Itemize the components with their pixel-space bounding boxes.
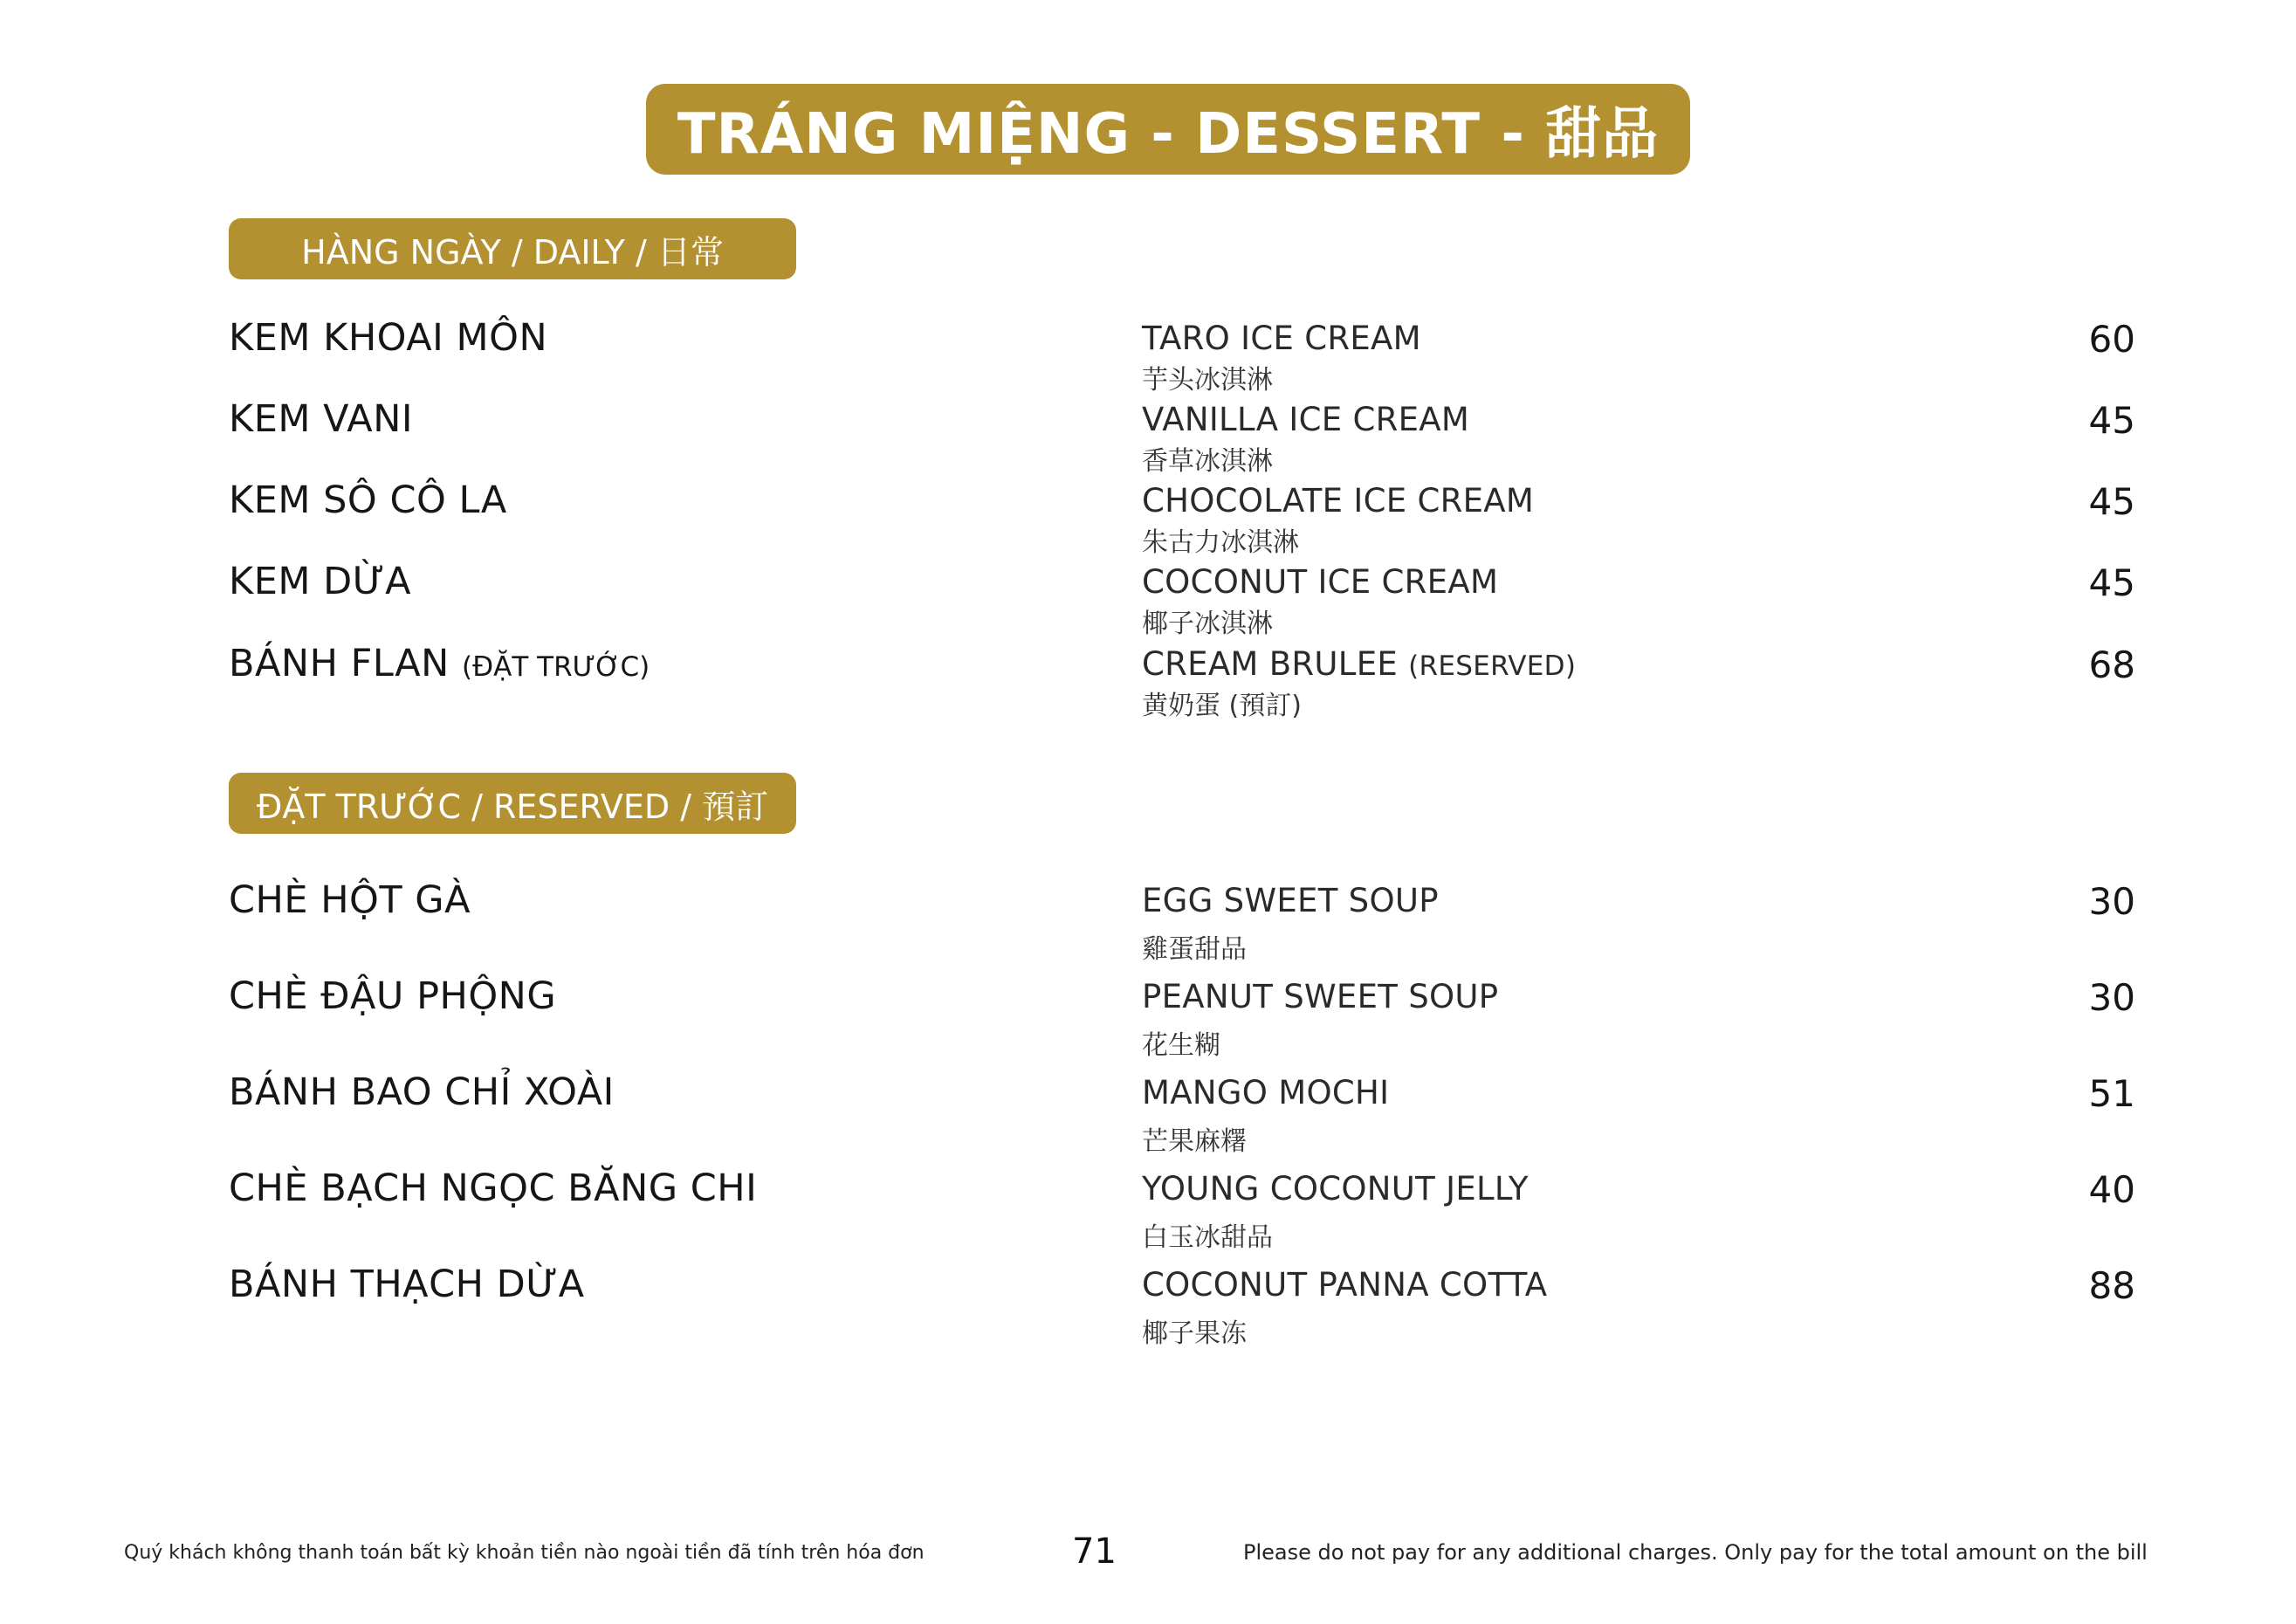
item-name-cn: 芒果麻糬 [1142, 1126, 1247, 1157]
item-name-en: COCONUT PANNA COTTA [1142, 1266, 1548, 1304]
item-name-vn [229, 642, 650, 685]
menu-item [0, 316, 2296, 395]
footer-notice-en: Please do not pay for any additional charges. Only pay for the total amount on the bill [1243, 1540, 2148, 1565]
item-name-en: CHOCOLATE ICE CREAM [1142, 482, 1535, 520]
item-name-en: EGG SWEET SOUP [1142, 882, 1439, 919]
item-name-cn: 椰子冰淇淋 [1142, 609, 1273, 639]
item-name-cn: 芋头冰淇淋 [1142, 365, 1273, 396]
item-name-en: TARO ICE CREAM [1142, 320, 1421, 357]
menu-item [0, 1070, 2296, 1157]
section-label-daily [229, 218, 796, 279]
item-price: 60 [2088, 318, 2135, 361]
item-name-en-main: CREAM BRULEE [1142, 645, 1399, 683]
item-price: 45 [2088, 480, 2135, 523]
menu-item [0, 1166, 2296, 1253]
item-name-vn: BÁNH THẠCH DỪA [229, 1263, 585, 1306]
item-name-vn: CHÈ ĐẬU PHỘNG [229, 974, 557, 1018]
menu-item [0, 878, 2296, 965]
menu-item [0, 642, 2296, 720]
item-price: 51 [2088, 1072, 2135, 1115]
menu-item [0, 560, 2296, 638]
menu-item [0, 478, 2296, 557]
item-price: 45 [2088, 399, 2135, 442]
menu-item [0, 1263, 2296, 1349]
item-note-en: (RESERVED) [1408, 650, 1577, 682]
item-name-cn: 白玉冰甜品 [1142, 1222, 1273, 1253]
item-name-cn: 香草冰淇淋 [1142, 446, 1273, 477]
item-name-en: YOUNG COCONUT JELLY [1142, 1170, 1529, 1208]
item-price: 45 [2088, 561, 2135, 604]
page-title-banner [646, 84, 1690, 175]
item-name-vn: CHÈ HỘT GÀ [229, 878, 471, 922]
item-name-vn: BÁNH BAO CHỈ XOÀI [229, 1070, 615, 1114]
footer-notice-vn: Quý khách không thanh toán bất kỳ khoản tiền nào ngoài tiền đã tính trên hóa đơn [124, 1542, 925, 1564]
section-label-reserved [229, 773, 796, 834]
item-name-vn: CHÈ BẠCH NGỌC BĂNG CHI [229, 1166, 758, 1210]
item-name-vn: KEM DỪA [229, 560, 412, 603]
page-number: 71 [1072, 1531, 1117, 1572]
menu-item [0, 397, 2296, 476]
item-name-vn: KEM SÔ CÔ LA [229, 478, 507, 522]
item-name-en: VANILLA ICE CREAM [1142, 401, 1470, 438]
item-name-cn: 雞蛋甜品 [1142, 934, 1247, 965]
item-price: 40 [2088, 1168, 2135, 1211]
section-label-text: ĐẶT TRƯỚC / RESERVED / 預訂 [256, 787, 769, 826]
item-price: 68 [2088, 643, 2135, 686]
menu-item [0, 974, 2296, 1061]
item-name-cn: 黄奶蛋 (預訂) [1142, 691, 1302, 721]
item-name-en [1142, 645, 1576, 683]
item-name-cn: 花生糊 [1142, 1030, 1220, 1061]
item-name-vn-main: BÁNH FLAN [229, 642, 450, 685]
item-name-vn: KEM VANI [229, 397, 414, 441]
page-title: TRÁNG MIỆNG - DESSERT - 甜品 [677, 102, 1660, 167]
item-name-cn: 朱古力冰淇淋 [1142, 527, 1299, 558]
item-price: 30 [2088, 976, 2135, 1019]
item-price: 88 [2088, 1264, 2135, 1307]
section-label-text: HÀNG NGÀY / DAILY / 日常 [301, 232, 724, 272]
item-note-vn: (ĐẶT TRƯỚC) [462, 651, 650, 683]
item-name-cn: 椰子果冻 [1142, 1318, 1247, 1349]
item-name-en: COCONUT ICE CREAM [1142, 563, 1499, 601]
item-name-en: MANGO MOCHI [1142, 1074, 1390, 1111]
item-name-en: PEANUT SWEET SOUP [1142, 978, 1499, 1015]
item-name-vn: KEM KHOAI MÔN [229, 316, 548, 360]
item-price: 30 [2088, 880, 2135, 923]
